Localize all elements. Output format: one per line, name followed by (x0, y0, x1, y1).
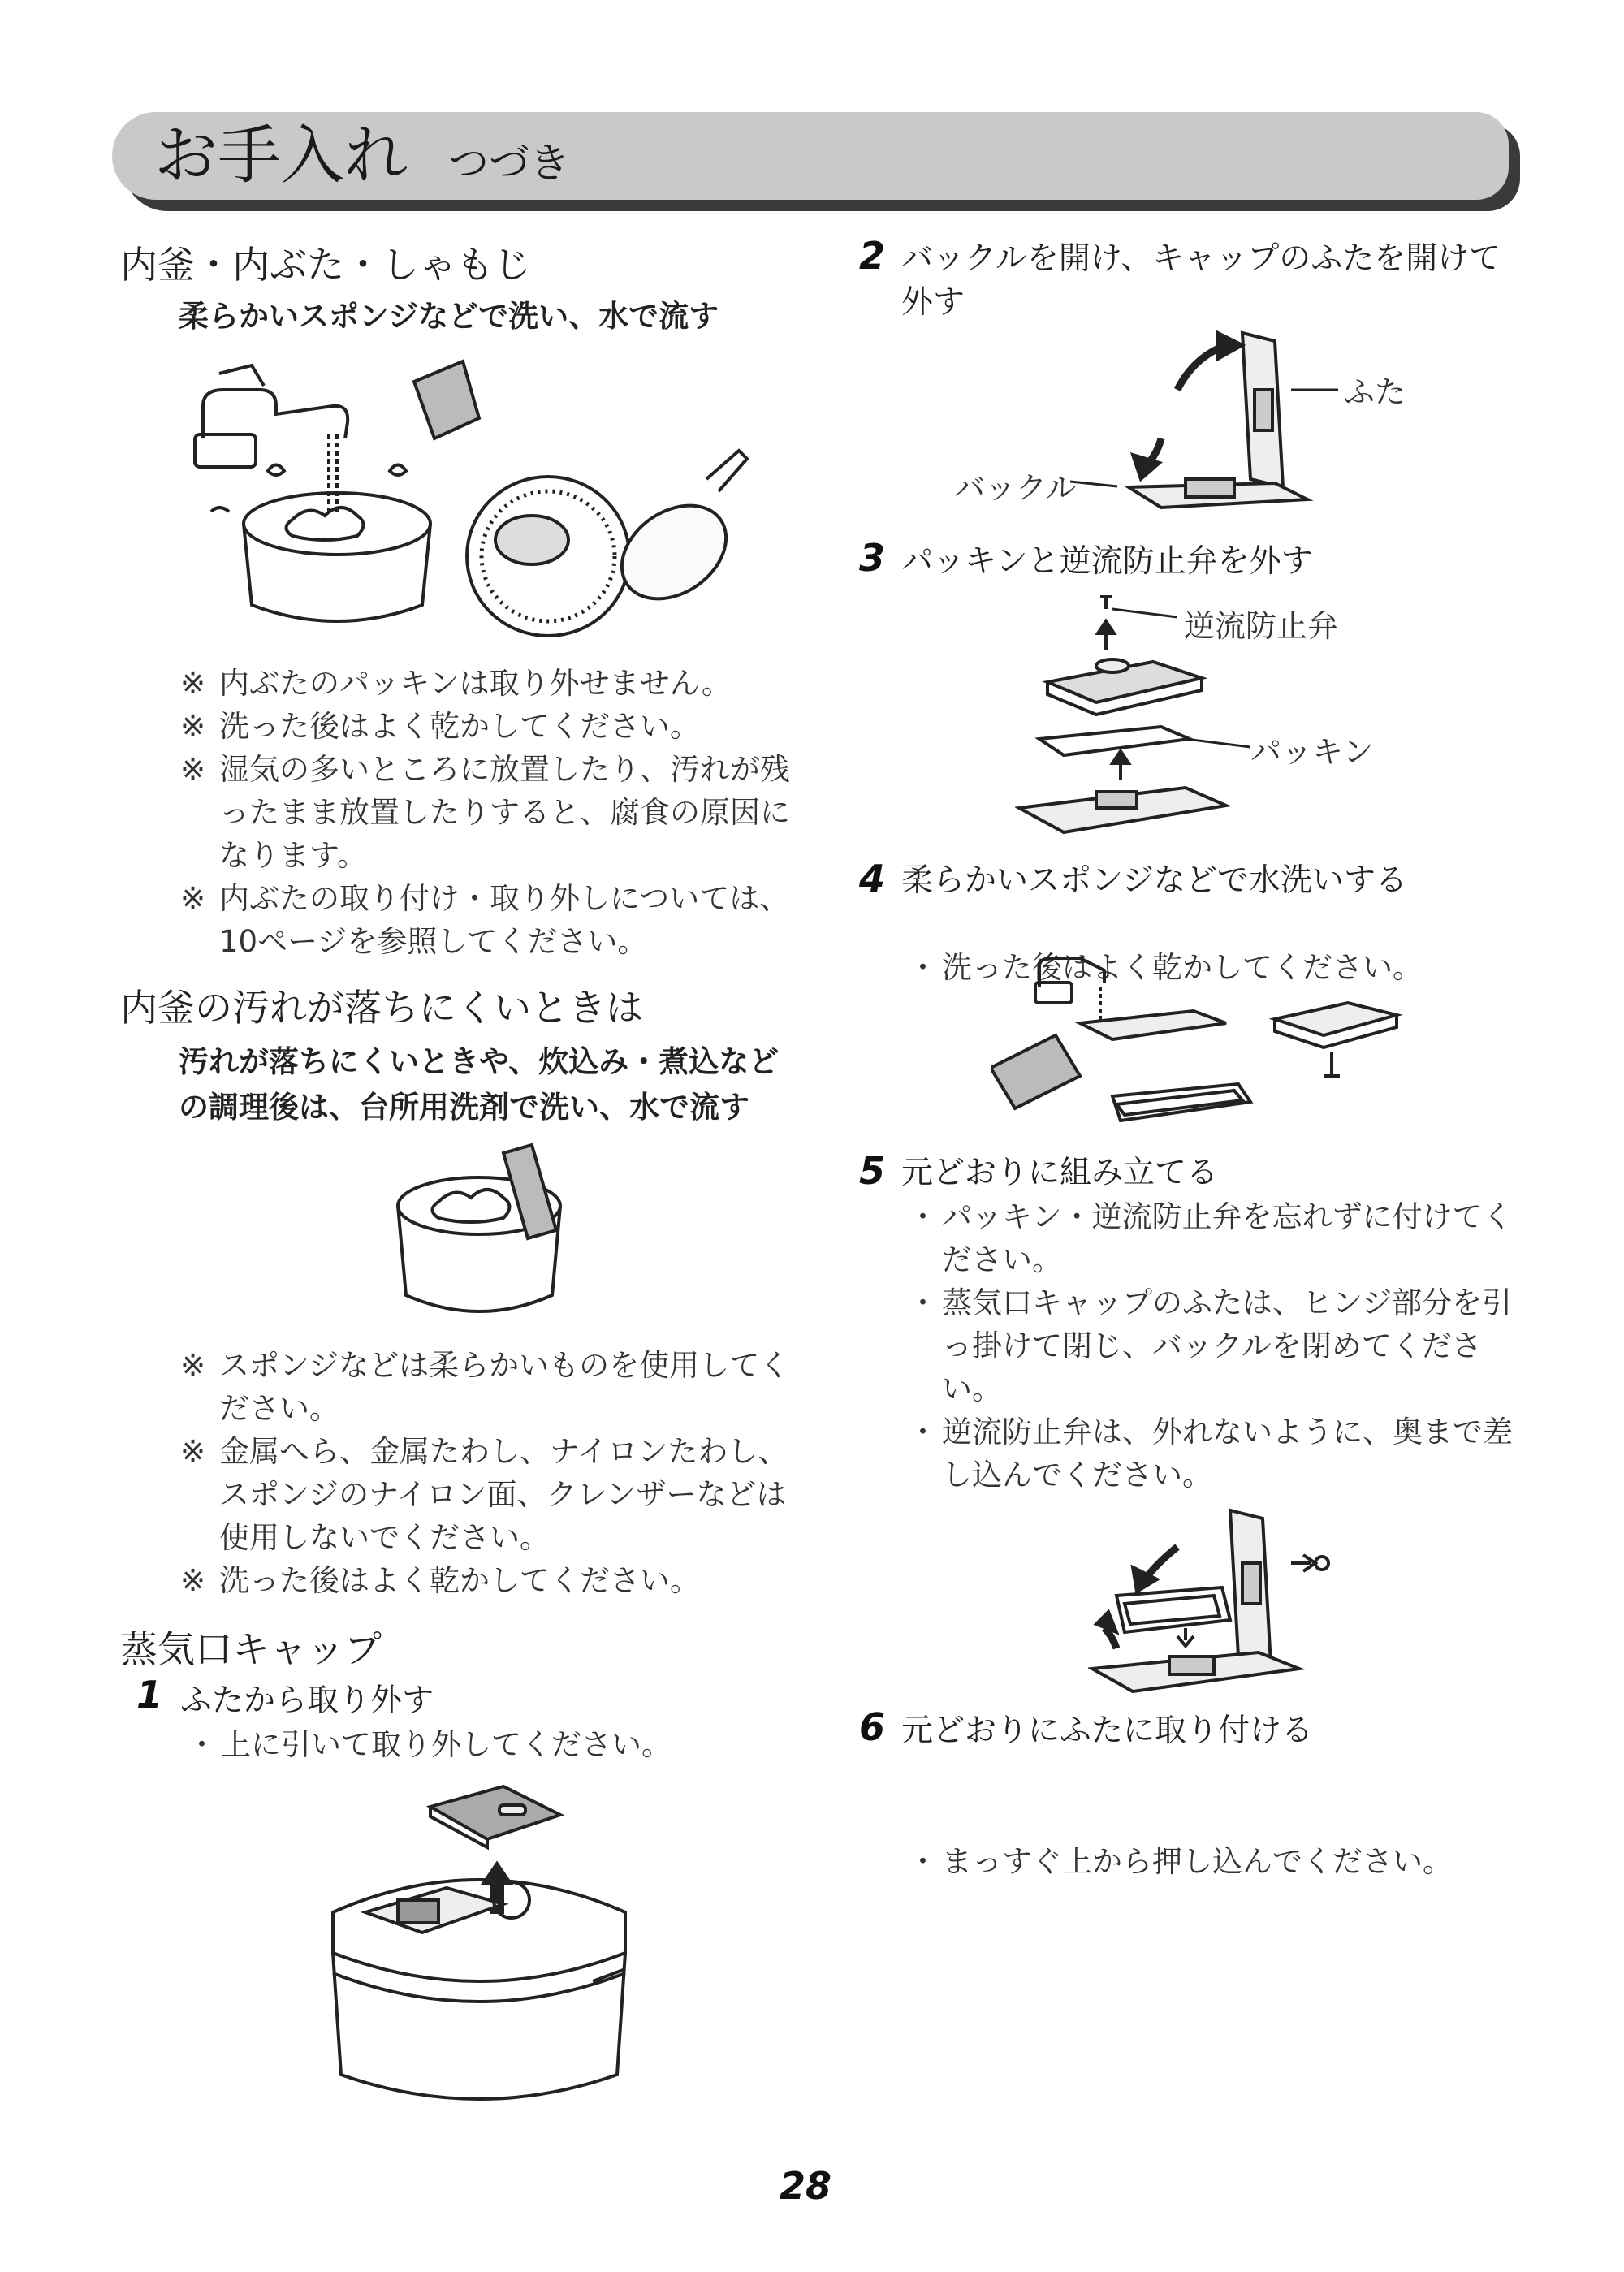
cap-open-illustration (1112, 325, 1340, 520)
step-2 (859, 234, 885, 278)
step-6-bullet: ・ まっすぐ上から押し込んでください。 (908, 1844, 1453, 1879)
step-number: 3 (859, 536, 886, 580)
buckle-leader-line (1070, 475, 1119, 491)
step-1 (136, 1673, 162, 1717)
step-number: 1 (136, 1673, 163, 1717)
notes-inner-pot (180, 662, 797, 963)
note-item: ※ 金属へら、金属たわし、ナイロンたわし、スポンジのナイロン面、クレンザーなどは使用しないでください。 (180, 1434, 788, 1555)
step-3 (859, 536, 885, 580)
valve-leader-line (1112, 605, 1177, 621)
label-lid: ふた (1344, 374, 1406, 410)
washing-illustration (187, 357, 771, 650)
bullet-item: ・ 蒸気口キャップのふたは、ヒンジ部分を引っ掛けて閉じ、バックルを閉めてください。 (908, 1285, 1513, 1406)
note-item: ※ 湿気の多いところに放置したり、汚れが残ったまま放置したりすると、腐食の原因になります。 (180, 752, 790, 873)
note-item: ※ 内ぶたの取り付け・取り外しについては、10ページを参照してください。 (180, 881, 790, 959)
step-1-text: ふたから取り外す (180, 1682, 434, 1719)
step-4-bullet: ・ 洗った後はよく乾かしてください。 (908, 950, 1423, 985)
note-item: ※ 洗った後はよく乾かしてください。 (180, 709, 700, 744)
bullet-item: ・ パッキン・逆流防止弁を忘れずに付けてください。 (908, 1199, 1513, 1277)
label-buckle: バックル (954, 470, 1077, 506)
step-number: 5 (859, 1149, 886, 1193)
step-6-text: 元どおりにふたに取り付ける (901, 1713, 1314, 1749)
cap-assembly-illustration (1088, 1506, 1332, 1701)
step-5-text: 元どおりに組み立てる (901, 1155, 1219, 1191)
section-heading-inner-pot: 内釜・内ぶた・しゃもじ (120, 243, 531, 287)
step-6 (859, 1705, 885, 1749)
section-heading-stubborn-stains: 内釜の汚れが落ちにくいときは (120, 986, 643, 1030)
lid-leader-line (1291, 382, 1340, 398)
page-number: 28 (780, 2164, 832, 2208)
note-item: ※ スポンジなどは柔らかいものを使用してください。 (180, 1348, 790, 1426)
step-5 (859, 1149, 885, 1193)
step-number: 4 (859, 857, 886, 901)
page-title (154, 112, 570, 200)
step-4 (859, 857, 885, 901)
section-heading-steam-cap: 蒸気口キャップ (120, 1627, 382, 1671)
step-number: 2 (859, 234, 886, 278)
section-sub-inner-pot: 柔らかいスポンジなどで洗い、水で流す (179, 299, 719, 334)
step-2-text: バックルを開け、キャップのふたを開けて外す (901, 240, 1501, 321)
rice-cooker-illustration (317, 1782, 641, 2115)
step-4-text: 柔らかいスポンジなどで水洗いする (901, 862, 1408, 899)
pot-sponge-illustration (390, 1141, 585, 1336)
section-sub-stubborn-stains: 汚れが落ちにくいときや、炊込み・煮込などの調理後は、台所用洗剤で洗い、水で流す (179, 1044, 780, 1125)
step-1-bullet: ・ 上に引いて取り外してください。 (187, 1727, 672, 1762)
note-item: ※ 内ぶたのパッキンは取り外せません。 (180, 666, 732, 701)
step-number: 6 (859, 1705, 886, 1749)
label-packing: パッキン (1250, 734, 1374, 770)
note-item: ※ 洗った後はよく乾かしてください。 (180, 1563, 700, 1598)
step-5-bullets (908, 1195, 1525, 1497)
cap-washing-illustration (991, 954, 1413, 1133)
packing-leader-line (1186, 735, 1250, 751)
bullet-item: ・ 逆流防止弁は、外れないように、奥まで差し込んでください。 (908, 1415, 1513, 1492)
label-valve: 逆流防止弁 (1184, 608, 1339, 644)
page-title-sub: つづき (448, 140, 571, 187)
notes-stubborn-stains (180, 1344, 797, 1602)
page-title-main: お手入れ (154, 119, 408, 192)
step-3-text: パッキンと逆流防止弁を外す (901, 543, 1313, 580)
